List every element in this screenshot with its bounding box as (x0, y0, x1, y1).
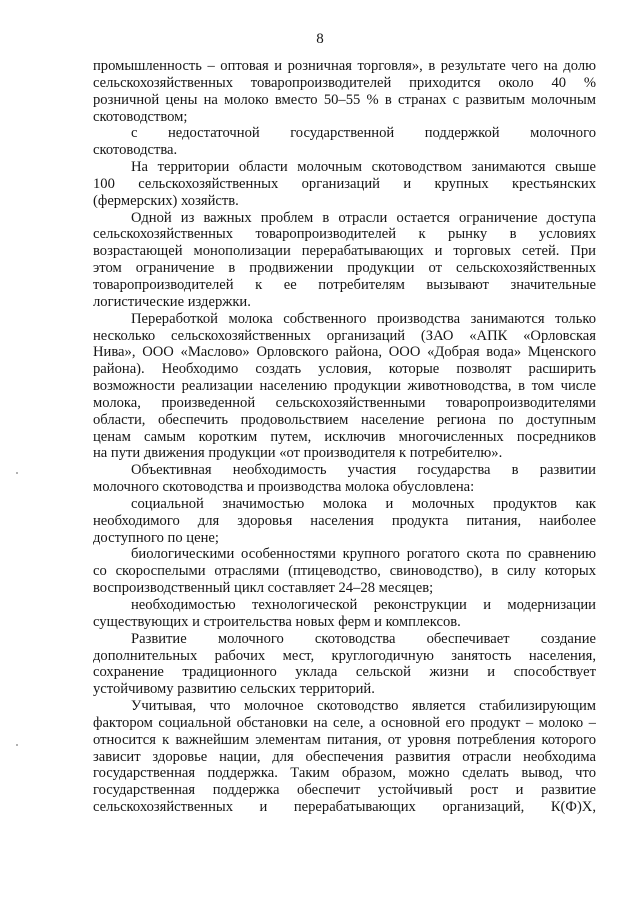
scan-speck (16, 472, 18, 474)
text-line: Учитывая, что молочное скотоводство является стабилизирующим (131, 698, 596, 715)
text-line: со скороспелыми отраслями (птицеводство, свиноводство), в силу которых (93, 563, 596, 580)
text-line: промышленность – оптовая и розничная торговля», в результате чего на долю (93, 58, 596, 74)
text-line: государственная поддержка обеспечит устойчивый рост и развитие (93, 782, 596, 799)
text-line: на пути движения продукции «от производителя к потребителю». (93, 445, 503, 462)
text-line: воспроизводственный цикл составляет 24–28 месяцев; (93, 580, 434, 597)
text-line: с недостаточной государственной поддержкой молочного (131, 125, 596, 142)
text-line: этом ограничение в продвижении продукции от сельскохозяйственных (93, 260, 596, 277)
text-line: Переработкой молока собственного производства занимаются только (131, 310, 596, 327)
text-line: необходимостью технологической реконструкции и модернизации (131, 597, 596, 613)
body-text (93, 58, 596, 816)
text-line: сельскохозяйственных товаропроизводителей приходится около 40 % (93, 74, 596, 91)
text-line: молочного скотоводства и производства молока обусловлена: (93, 479, 475, 496)
text-line: зависит здоровье нации, для обеспечения развития отрасли необходима (93, 748, 596, 765)
text-line: Развитие молочного скотоводства обеспечивает создание (131, 630, 596, 647)
text-line: Объективная необходимость участия государства в развитии (131, 462, 596, 479)
text-line: необходимого для здоровья населения продукта питания, наиболее (93, 512, 596, 529)
text-line: области, обеспечить продовольствием население региона по доступным (93, 411, 596, 428)
text-line: социальной значимостью молока и молочных продуктов как (131, 495, 596, 512)
text-line: скотоводства. (93, 142, 178, 159)
text-line: доступного по цене; (93, 529, 219, 546)
scan-speck (16, 744, 18, 746)
text-line: ценам самым коротким путем, исключив многочисленных посредников (93, 428, 596, 445)
text-line: устойчивому развитию сельских территорий. (93, 681, 375, 698)
text-line: розничной цены на молоко вместо 50–55 % в странах с развитым молочным (93, 91, 596, 108)
page-number: 8 (316, 31, 324, 47)
text-line: государственная поддержка. Таким образом, можно сделать вывод, что (93, 765, 596, 782)
text-line: существующих и строительства новых ферм и комплексов. (93, 613, 461, 630)
text-line: возрастающей монополизации перерабатывающих и торговых сетей. При (93, 243, 596, 260)
text-line: Нива», ООО «Маслово» Орловского района, ООО «Добрая вода» Мценского (93, 344, 596, 361)
text-line: сельскохозяйственных и перерабатывающих организаций, К(Ф)Х, (93, 799, 596, 816)
text-line: возможности реализации населению продукции животноводства, в том числе (93, 378, 596, 395)
text-line: района). Необходимо создать условия, которые позволят расширить (93, 361, 596, 378)
text-line: биологическими особенностями крупного рогатого скота по сравнению (131, 546, 596, 563)
text-line: скотоводством; (93, 108, 188, 125)
text-line: сохранение традиционного уклада сельской жизни и способствует (93, 664, 596, 681)
text-line: (фермерских) хозяйств. (93, 192, 239, 209)
text-line: Одной из важных проблем в отрасли остается ограничение доступа (131, 209, 596, 226)
text-line: молока, произведенной сельскохозяйственными товаропроизводителями (93, 394, 596, 411)
text-line: логистические издержки. (93, 293, 251, 310)
text-line: сельскохозяйственных товаропроизводителей к рынку в условиях (93, 226, 596, 243)
text-line: дополнительных рабочих мест, круглогодичную занятость населения, (93, 647, 596, 664)
text-line: 100 сельскохозяйственных организаций и крупных крестьянских (93, 175, 596, 192)
text-line: фактором социальной обстановки на селе, а основной его продукт – молоко – (93, 714, 596, 731)
text-line: несколько сельскохозяйственных организаций (ЗАО «АПК «Орловская (93, 327, 596, 344)
text-line: На территории области молочным скотоводством занимаются свыше (131, 159, 596, 176)
text-line: товаропроизводителей к ее потребителям вызывают значительные (93, 276, 596, 293)
text-line: относится к важнейшим элементам питания, от уровня потребления которого (93, 731, 596, 748)
